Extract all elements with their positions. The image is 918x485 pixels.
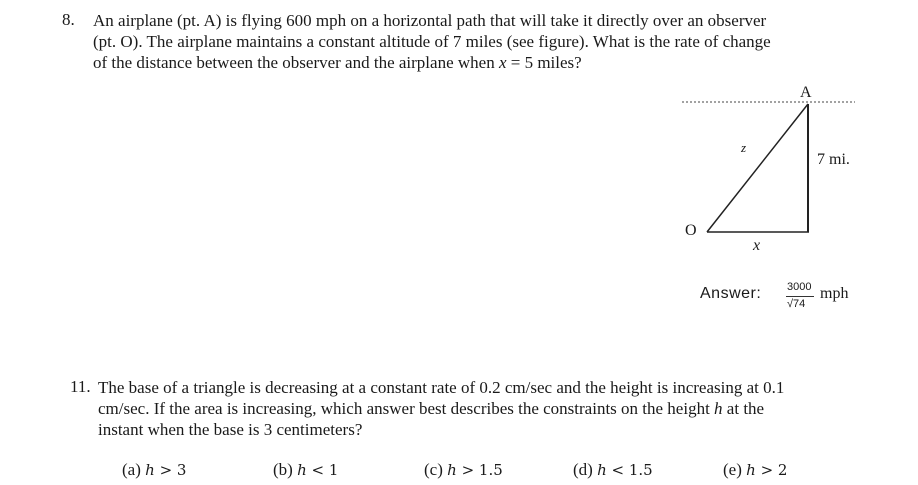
hypotenuse-z-label: z: [741, 140, 747, 155]
choice-e: [723, 460, 787, 480]
answer-label: Answer:: [700, 285, 762, 302]
choice-d: [573, 460, 653, 480]
hypotenuse-line: [707, 104, 808, 232]
point-o-label: O: [685, 222, 697, 239]
altitude-label: 7 mi.: [817, 151, 850, 168]
problem-11-variable-h: h: [714, 399, 723, 418]
problem-11-line-1: The base of a triangle is decreasing at a constant rate of 0.2 cm/sec and the height is increasing at 0.1: [98, 378, 785, 397]
choice-e-label: (e): [723, 460, 742, 479]
problem-8-variable-x: x: [498, 53, 507, 72]
base-x-label: x: [753, 237, 761, 254]
answer-denominator: √74: [787, 298, 806, 310]
choice-a: [122, 460, 186, 480]
problem-11-text: [98, 377, 784, 440]
choice-b: [273, 460, 338, 480]
problem-8-line-3-tail: = 5 miles?: [506, 53, 582, 72]
answer-unit: mph: [820, 285, 849, 302]
choice-b-expression: h < 1: [297, 461, 339, 479]
choice-d-label: (d): [573, 460, 593, 479]
problem-11-line-2-text: cm/sec. If the area is increasing, which answer best describes the constraints on the height: [98, 399, 710, 418]
choice-d-expression: h < 1.5: [597, 461, 653, 479]
problem-11-number: 11.: [70, 377, 91, 396]
choice-c: [424, 460, 503, 480]
choice-b-label: (b): [273, 460, 293, 479]
choice-a-label: (a): [122, 460, 141, 479]
problem-8-line-1: An airplane (pt. A) is flying 600 mph on a horizontal path that will take it directly over an observer: [93, 11, 767, 30]
choice-e-expression: h > 2: [746, 461, 788, 479]
problem-11-line-2-tail: at the: [722, 399, 765, 418]
problem-8-number: 8.: [62, 10, 75, 29]
choice-c-expression: h > 1.5: [447, 461, 503, 479]
problem-11-line-2: [98, 398, 784, 419]
answer-numerator: 3000: [787, 281, 812, 293]
problem-8-line-2: (pt. O). The airplane maintains a constant altitude of 7 miles (see figure). What is the rate of change: [93, 32, 771, 51]
answer-fraction-bar: [786, 296, 814, 297]
choice-c-label: (c): [424, 460, 443, 479]
problem-11-line-3: instant when the base is 3 centimeters?: [98, 420, 363, 439]
point-a-label: A: [800, 84, 812, 101]
problem-8-line-3-text: of the distance between the observer and the airplane when: [93, 53, 495, 72]
choice-a-expression: h > 3: [145, 461, 187, 479]
